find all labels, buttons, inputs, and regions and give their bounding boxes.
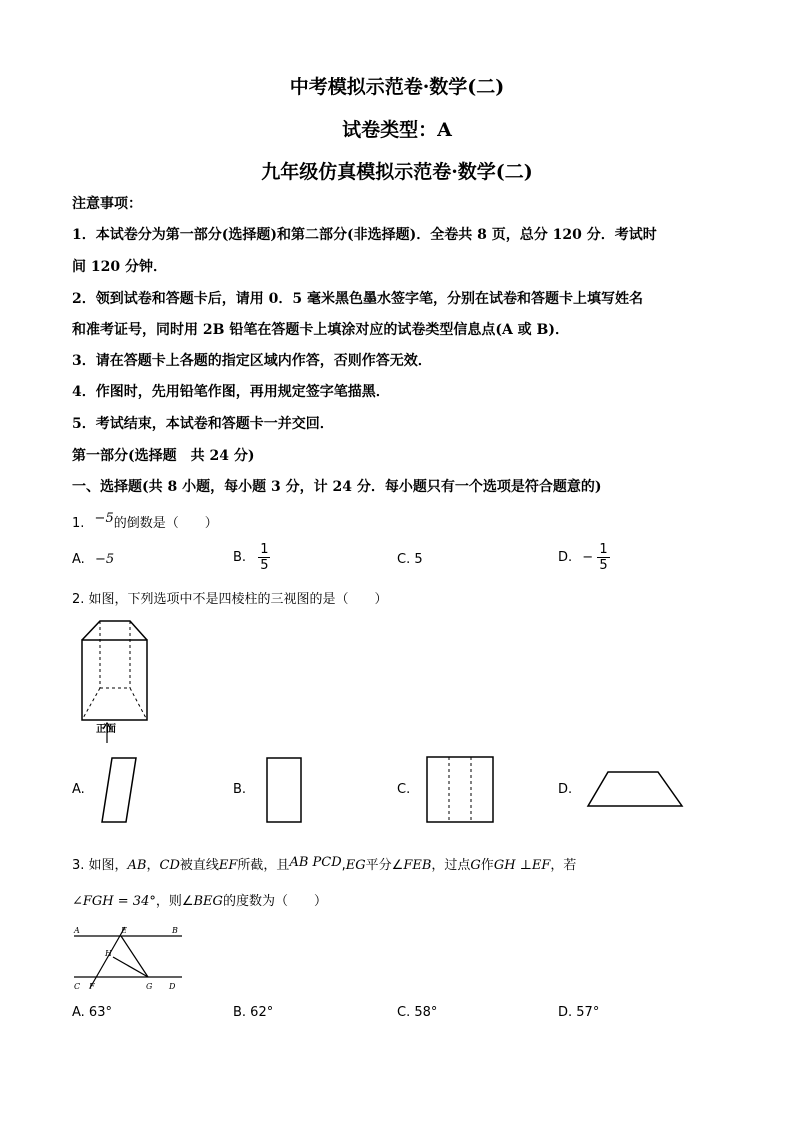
- fraction-denominator: 5: [260, 558, 269, 573]
- segment-cd: CD: [159, 858, 180, 873]
- label-b: B: [172, 926, 178, 935]
- notice-heading: 注意事项：: [72, 196, 142, 212]
- fraction-denominator: 5: [599, 558, 608, 573]
- text: ，过点: [431, 858, 471, 873]
- exam-subtitle: 九年级仿真模拟示范卷·数学(二): [261, 161, 533, 183]
- angle-feb: FEB: [403, 858, 432, 873]
- fraction: [597, 542, 609, 573]
- prism-figure: [72, 615, 162, 740]
- label-d: D: [169, 982, 176, 991]
- parallel-expression: AB PCD: [289, 855, 342, 870]
- q2-option-a[interactable]: A.: [72, 782, 85, 797]
- q1-option-c[interactable]: C. 5: [397, 552, 423, 567]
- q3-option-d[interactable]: D. 57°: [558, 1005, 600, 1020]
- q3-option-b[interactable]: B. 62°: [233, 1005, 274, 1020]
- label-c: C: [74, 982, 81, 991]
- notice-line: 3．请在答题卡上各题的指定区域内作答，否则作答无效．: [72, 353, 432, 369]
- text: 作: [480, 858, 494, 873]
- q2-option-d[interactable]: D.: [558, 782, 573, 797]
- text: ,: [341, 858, 346, 873]
- label-g: G: [146, 982, 153, 991]
- segment-ab: AB: [127, 858, 147, 873]
- question-text: 的倒数是（ ）: [113, 516, 218, 531]
- option-label: D.: [558, 550, 573, 565]
- exam-type: 试卷类型：A: [342, 119, 452, 141]
- notice-line: 5．考试结束，本试卷和答题卡一并交回．: [72, 416, 334, 432]
- front-view-label: 正面: [96, 724, 116, 735]
- text: 被直线: [179, 858, 219, 873]
- q1-option-d[interactable]: [558, 542, 610, 573]
- parallelogram-view: [100, 756, 140, 826]
- section-heading: 一、选择题(共 8 小题，每小题 3 分，计 24 分．每小题只有一个选项是符合题意的): [72, 479, 602, 495]
- line-ef: EF: [218, 858, 238, 873]
- trapezoid-view: [586, 770, 686, 810]
- math-expression: −5: [94, 511, 114, 526]
- label-a: A: [74, 926, 80, 935]
- text: 所截，且: [237, 858, 290, 873]
- q2-option-b[interactable]: B.: [233, 782, 247, 797]
- rectangle-view: [266, 756, 306, 826]
- q1-option-a[interactable]: [72, 552, 114, 567]
- fraction-numerator: 1: [599, 542, 608, 557]
- option-value: −5: [94, 552, 115, 567]
- question-2: 2. 如图，下列选项中不是四棱柱的三视图的是（ ）: [72, 592, 388, 607]
- angle-fgh-expression: ∠FGH = 34°: [72, 894, 156, 909]
- notice-line: 和准考证号，同时用 2B 铅笔在答题卡上填涂对应的试卷类型信息点(A 或 B)．: [72, 322, 570, 338]
- text: 的度数为（ ）: [222, 894, 327, 909]
- question-3-line-2: [72, 890, 327, 909]
- text: ，则∠: [155, 894, 194, 909]
- part-heading: 第一部分(选择题 共 24 分): [72, 448, 255, 464]
- exam-title: 中考模拟示范卷·数学(二): [289, 76, 505, 98]
- q3-option-a[interactable]: A. 63°: [72, 1005, 112, 1020]
- angle-beg: BEG: [193, 894, 223, 909]
- text: ，若: [550, 858, 577, 873]
- notice-line: 1．本试卷分为第一部分(选择题)和第二部分(非选择题)．全卷共 8 页，总分 120 分．考试时: [72, 227, 657, 243]
- text: ，: [146, 858, 160, 873]
- segment-eg: EG: [345, 858, 366, 873]
- parallel-lines-figure: [72, 922, 187, 994]
- question-3-line-1: [72, 854, 576, 873]
- label-h: H: [105, 949, 112, 958]
- q1-option-b[interactable]: [233, 542, 270, 573]
- minus-sign: −: [582, 550, 594, 565]
- text: 3. 如图，: [72, 858, 128, 873]
- text: 平分∠: [365, 858, 404, 873]
- q2-option-c[interactable]: C.: [397, 782, 411, 797]
- option-label: A.: [72, 552, 85, 567]
- perpendicular-expression: GH ⊥EF: [493, 858, 551, 873]
- label-f: F: [89, 982, 95, 991]
- q3-option-c[interactable]: C. 58°: [397, 1005, 438, 1020]
- rectangle-dashed-view: [426, 756, 496, 826]
- notice-line: 4．作图时，先用铅笔作图，再用规定签字笔描黑．: [72, 384, 390, 400]
- option-label: B.: [233, 550, 247, 565]
- notice-line: 2．领到试卷和答题卡后，请用 0．5 毫米黑色墨水签字笔，分别在试卷和答题卡上填写姓名: [72, 291, 643, 307]
- question-1: [72, 512, 218, 531]
- fraction-numerator: 1: [260, 542, 269, 557]
- fraction: [258, 542, 270, 573]
- notice-line: 间 120 分钟．: [72, 259, 167, 275]
- point-g: G: [470, 858, 481, 873]
- label-e: E: [121, 926, 127, 935]
- question-number: 1.: [72, 516, 85, 531]
